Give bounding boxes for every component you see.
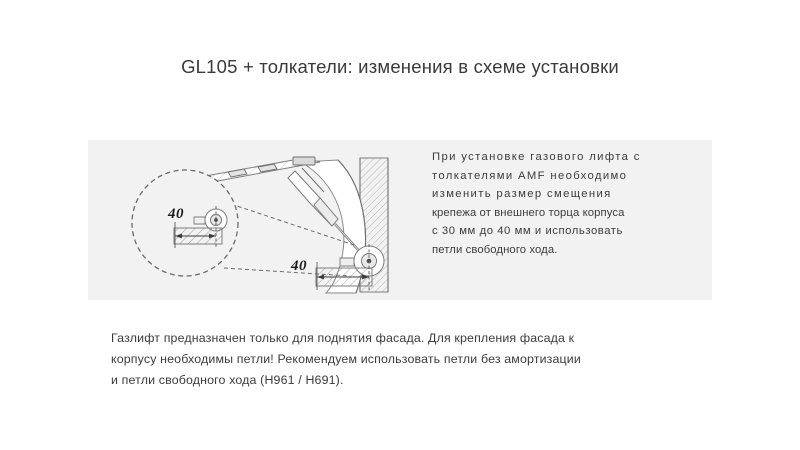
diagram-svg <box>88 140 432 300</box>
callout-line-6: петли свободного хода. <box>432 243 558 256</box>
callout-line-1: При установке газового лифта с <box>432 151 641 163</box>
callout-line-3: изменить размер смещения <box>432 188 612 200</box>
callout-line-2: толкателями AMF необходимо <box>432 169 628 182</box>
dimension-label-main: 40 <box>291 258 307 274</box>
callout-paragraph <box>432 148 700 259</box>
footer-line-3: и петли свободного хода (H961 / H691). <box>111 373 344 387</box>
magnifier-content <box>132 170 238 276</box>
footer-line-2: корпусу необходимы петли! Рекомендуем использовать петли без амортизации <box>111 352 581 366</box>
footer-paragraph <box>111 328 693 391</box>
illustration-band-inner <box>88 140 712 300</box>
illustration-band <box>88 140 712 300</box>
dimension-label-zoom: 40 <box>168 206 184 222</box>
page-title: GL105 + толкатели: изменения в схеме установки <box>181 56 619 77</box>
footer-line-1: Газлифт предназначен только для поднятия фасада. Для крепления фасада к <box>111 331 575 345</box>
callout-line-4: крепежа от внешнего торца корпуса <box>432 206 625 219</box>
callout-line-5: с 30 мм до 40 мм и использовать <box>432 225 623 237</box>
installation-diagram <box>88 140 432 300</box>
